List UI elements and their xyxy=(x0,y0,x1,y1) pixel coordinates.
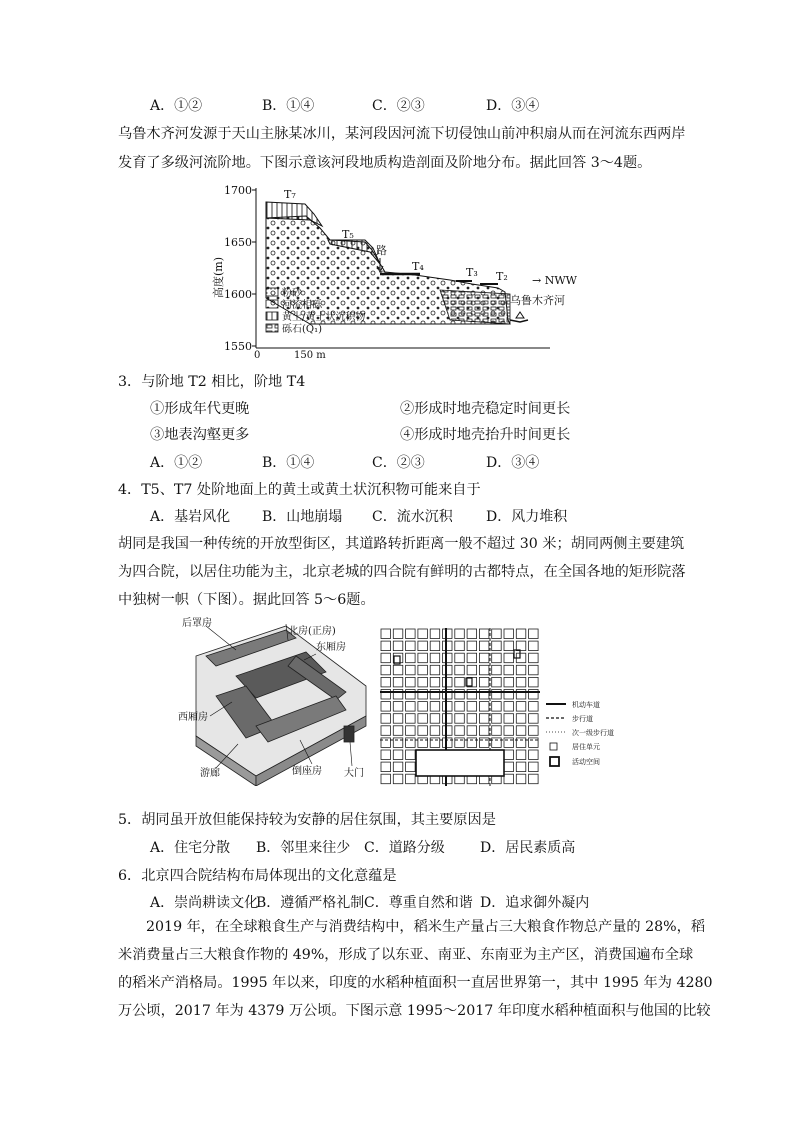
terrace-t2-label: T₂ xyxy=(496,270,508,283)
block-cell xyxy=(406,653,416,663)
block-cell xyxy=(443,690,453,700)
block-cell xyxy=(516,641,526,651)
block-cell xyxy=(479,702,489,712)
intro2-line-3: 中独树一帜（下图）。据此回答 5～6题。 xyxy=(118,592,375,608)
block-cell xyxy=(455,714,465,724)
q6-option-c: C．尊重自然和谐 xyxy=(364,895,473,911)
q3-stem: 3．与阶地 T2 相比，阶地 T4 xyxy=(118,374,306,390)
legend-footpath: 步行道 xyxy=(572,715,593,723)
block-cell xyxy=(529,750,539,760)
block-cell xyxy=(492,665,502,675)
y-tick-1700: 1700 xyxy=(224,184,252,197)
q3-statement-1: ①形成年代更晚 xyxy=(150,401,250,417)
block-cell xyxy=(393,762,403,772)
block-cell xyxy=(529,677,539,687)
block-cell xyxy=(529,653,539,663)
block-cell xyxy=(479,726,489,736)
block-cell xyxy=(467,690,477,700)
terrace-t3-label: T₃ xyxy=(466,266,478,279)
block-cell xyxy=(393,641,403,651)
block-cell xyxy=(393,714,403,724)
legend-loess: 黄土/黄土状沉积物 xyxy=(282,312,366,323)
block-cell xyxy=(406,738,416,748)
block-cell xyxy=(393,726,403,736)
block-cell xyxy=(393,653,403,663)
q3-option-b: B．①④ xyxy=(262,455,315,471)
block-cell xyxy=(516,726,526,736)
q3-statement-3: ③地表沟壑更多 xyxy=(150,427,250,443)
block-cell xyxy=(504,726,514,736)
block-cell xyxy=(430,641,440,651)
block-cell xyxy=(455,629,465,639)
block-cell xyxy=(479,714,489,724)
block-cell xyxy=(443,641,453,651)
terrace-t7-label: T₇ xyxy=(284,188,296,201)
block-cell xyxy=(443,653,453,663)
block-cell xyxy=(504,738,514,748)
road-label: 路 xyxy=(376,244,387,257)
block-cell xyxy=(455,641,465,651)
q4-option-c: C．流水沉积 xyxy=(372,509,453,525)
block-cell xyxy=(504,714,514,724)
q5-stem: 5．胡同虽开放但能保持较为安静的居住氛围，其主要原因是 xyxy=(118,812,496,828)
block-cell xyxy=(516,750,526,760)
block-cell xyxy=(516,774,526,784)
block-cell xyxy=(406,629,416,639)
siheyuan-figure xyxy=(176,616,376,786)
q4-option-b: B．山地崩塌 xyxy=(262,509,343,525)
block-cell xyxy=(418,653,428,663)
block-cell xyxy=(479,677,489,687)
q3-option-d: D．③④ xyxy=(486,455,540,471)
block-cell xyxy=(479,629,489,639)
intro3-line-4: 万公顷，2017 年为 4379 万公顷。下图示意 1995～2017 年印度水稻种植面积与他国的比较 xyxy=(118,1003,711,1019)
label-houzhaofang: 后罩房 xyxy=(182,618,212,629)
block-cell xyxy=(504,641,514,651)
q2-option-d: D．③④ xyxy=(486,98,540,114)
block-cell xyxy=(504,653,514,663)
block-cell xyxy=(467,641,477,651)
river-label: 乌鲁木齐河 xyxy=(510,294,565,307)
block-cell xyxy=(516,629,526,639)
block-cell xyxy=(529,629,539,639)
block-cell xyxy=(492,641,502,651)
y-tick-1550: 1550 xyxy=(224,340,252,353)
q4-stem: 4．T5、T7 处阶地面上的黄土或黄土状沉积物可能来自于 xyxy=(118,482,481,498)
y-axis-label: 高度(m) xyxy=(212,256,225,298)
legend-activity-space: 活动空间 xyxy=(572,758,600,766)
block-cell xyxy=(418,641,428,651)
label-youlang: 游廊 xyxy=(200,768,220,779)
block-cell xyxy=(492,726,502,736)
block-cell xyxy=(381,690,391,700)
block-cell xyxy=(504,762,514,772)
block-cell xyxy=(516,714,526,724)
terrace-profile-figure xyxy=(210,180,580,360)
block-cell xyxy=(393,774,403,784)
block-cell xyxy=(455,653,465,663)
intro3-line-3: 的稻米产消格局。1995 年以来，印度的水稻种植面积一直居世界第一，其中 1995 年为 4280 xyxy=(118,975,713,991)
legend-gravel: 河流相砾 xyxy=(282,300,322,311)
block-cell xyxy=(393,702,403,712)
block-cell xyxy=(504,665,514,675)
block-cell xyxy=(430,726,440,736)
terrace-t5-label: T₅ xyxy=(342,228,354,241)
q3-statement-4: ④形成时地壳抬升时间更长 xyxy=(400,427,571,443)
block-cell xyxy=(492,702,502,712)
block-cell xyxy=(443,702,453,712)
block-cell xyxy=(381,726,391,736)
block-cell xyxy=(529,714,539,724)
block-cell xyxy=(393,690,403,700)
block-cell xyxy=(516,690,526,700)
q5-option-d: D．居民素质高 xyxy=(480,840,576,856)
legend-silt: 粉砂 xyxy=(282,288,302,299)
block-cell xyxy=(516,677,526,687)
block-cell xyxy=(418,702,428,712)
block-cell xyxy=(467,738,477,748)
label-xixiangfang: 西厢房 xyxy=(178,712,208,723)
q2-option-a: A．①② xyxy=(150,98,203,114)
q3-statement-2: ②形成时地壳稳定时间更长 xyxy=(400,401,571,417)
block-cell xyxy=(516,665,526,675)
intro2-line-1: 胡同是我国一种传统的开放型街区，其道路转折距离一般不超过 30 米；胡同两侧主要建筑 xyxy=(118,536,685,552)
intro3-line-2: 米消费量占三大粮食作物的 49%，形成了以东亚、南亚、东南亚为主产区，消费国遍布全球 xyxy=(118,947,694,963)
block-cell xyxy=(479,690,489,700)
block-cell xyxy=(467,629,477,639)
block-cell xyxy=(406,714,416,724)
q3-option-c: C．②③ xyxy=(372,455,425,471)
block-cell xyxy=(381,653,391,663)
block-cell xyxy=(443,665,453,675)
q2-option-b: B．①④ xyxy=(262,98,315,114)
block-cell xyxy=(430,702,440,712)
q6-stem: 6．北京四合院结构布局体现出的文化意蕴是 xyxy=(118,868,397,884)
block-cell xyxy=(418,714,428,724)
block-cell xyxy=(467,702,477,712)
intro1-line-2: 发育了多级河流阶地。下图示意该河段地质构造剖面及阶地分布。据此回答 3～4题。 xyxy=(118,155,652,171)
block-cell xyxy=(492,738,502,748)
block-cell xyxy=(443,714,453,724)
q6-option-b: B．遵循严格礼制 xyxy=(256,895,365,911)
x-tick-150m: 150 m xyxy=(294,350,326,360)
block-cell xyxy=(479,653,489,663)
block-cell xyxy=(430,738,440,748)
q2-option-c: C．②③ xyxy=(372,98,425,114)
block-cell xyxy=(516,762,526,772)
block-cell xyxy=(467,653,477,663)
block-cell xyxy=(529,774,539,784)
label-beifang: 北房(正房) xyxy=(288,626,336,637)
legend-loess-swatch xyxy=(266,312,278,320)
block-cell xyxy=(529,738,539,748)
x-tick-0: 0 xyxy=(254,350,261,360)
block-cell xyxy=(393,677,403,687)
block-cell xyxy=(418,738,428,748)
block-cell xyxy=(406,750,416,760)
label-dongxiangfang: 东厢房 xyxy=(316,642,346,653)
label-daozuofang: 倒座房 xyxy=(292,766,322,777)
block-cell xyxy=(492,714,502,724)
block-cell xyxy=(455,690,465,700)
block-cell xyxy=(381,702,391,712)
label-damen: 大门 xyxy=(344,768,364,779)
q5-option-a: A．住宅分散 xyxy=(150,840,231,856)
legend-gravel-swatch xyxy=(266,300,278,308)
block-cell xyxy=(529,726,539,736)
block-cell xyxy=(393,665,403,675)
legend-silt-swatch xyxy=(266,288,278,296)
q5-option-b: B．邻里来往少 xyxy=(256,840,351,856)
block-cell xyxy=(406,641,416,651)
block-cell xyxy=(467,714,477,724)
block-cell xyxy=(381,714,391,724)
block-cell xyxy=(406,690,416,700)
q6-option-a: A．崇尚耕读文化 xyxy=(150,895,259,911)
block-cell xyxy=(381,750,391,760)
block-cell xyxy=(529,762,539,772)
block-cell xyxy=(504,702,514,712)
block-cell xyxy=(479,641,489,651)
block-cell xyxy=(504,774,514,784)
block-cell xyxy=(492,690,502,700)
block-cell xyxy=(443,677,453,687)
block-cell xyxy=(393,738,403,748)
block-cell xyxy=(467,665,477,675)
block-cell xyxy=(430,677,440,687)
block-cell xyxy=(529,641,539,651)
block-cell xyxy=(455,702,465,712)
block-cell xyxy=(430,690,440,700)
y-tick-1600: 1600 xyxy=(224,288,252,301)
block-cell xyxy=(529,690,539,700)
activity-space xyxy=(416,750,504,776)
intro2-line-2: 为四合院，以居住功能为主，北京老城的四合院有鲜明的古都特点，在全国各地的矩形院落 xyxy=(118,564,686,580)
block-cell xyxy=(430,665,440,675)
block-cell xyxy=(406,774,416,784)
intro3-line-1: 2019 年，在全球粮食生产与消费结构中，稻米生产量占三大粮食作物总产量的 28%，稻 xyxy=(146,919,706,935)
block-cell xyxy=(381,762,391,772)
block-cell xyxy=(393,629,403,639)
q4-option-d: D．风力堆积 xyxy=(486,509,568,525)
block-cell xyxy=(406,726,416,736)
block-cell xyxy=(467,726,477,736)
block-cell xyxy=(406,677,416,687)
block-cell xyxy=(430,714,440,724)
q6-option-d: D．追求御外凝内 xyxy=(480,895,590,911)
block-cell xyxy=(381,738,391,748)
block-cell xyxy=(516,738,526,748)
block-cell xyxy=(418,629,428,639)
block-cell xyxy=(418,690,428,700)
block-cell xyxy=(504,690,514,700)
river-marker-icon xyxy=(516,312,524,318)
legend-q1: 砾石(Q₁) xyxy=(282,324,323,335)
block-cell xyxy=(492,653,502,663)
block-cell xyxy=(418,665,428,675)
block-cell xyxy=(443,726,453,736)
intro1-line-1: 乌鲁木齐河发源于天山主脉某冰川，某河段因河流下切侵蚀山前冲积扇从而在河流东西两岸 xyxy=(118,126,686,142)
block-cell xyxy=(529,702,539,712)
block-cell xyxy=(418,677,428,687)
block-cell xyxy=(479,665,489,675)
block-cell xyxy=(406,702,416,712)
q3-option-a: A．①② xyxy=(150,455,203,471)
direction-label: → NWW xyxy=(532,274,577,287)
block-cell xyxy=(418,726,428,736)
block-cell xyxy=(430,629,440,639)
block-cell xyxy=(455,665,465,675)
block-cell xyxy=(443,738,453,748)
legend-residential-unit: 居住单元 xyxy=(572,743,600,751)
block-cell xyxy=(455,738,465,748)
block-cell xyxy=(381,641,391,651)
block-cell xyxy=(443,629,453,639)
q4-option-a: A．基岩风化 xyxy=(150,509,231,525)
legend-motor-road: 机动车道 xyxy=(572,701,600,709)
block-cell xyxy=(406,762,416,772)
block-cell xyxy=(529,665,539,675)
block-cell xyxy=(381,629,391,639)
block-cell xyxy=(406,665,416,675)
block-cell xyxy=(492,677,502,687)
block-cell xyxy=(430,653,440,663)
block-cell xyxy=(393,750,403,760)
block-cell xyxy=(516,702,526,712)
hutong-grid-figure xyxy=(380,628,640,786)
block-cell xyxy=(381,774,391,784)
block-cell xyxy=(479,738,489,748)
block-cell xyxy=(504,750,514,760)
block-cell xyxy=(504,629,514,639)
y-tick-1650: 1650 xyxy=(224,236,252,249)
q1-layer xyxy=(440,290,510,324)
block-cell xyxy=(381,665,391,675)
q5-option-c: C．道路分级 xyxy=(364,840,445,856)
legend-minor-footpath: 次一级步行道 xyxy=(572,729,614,737)
block-cell xyxy=(492,629,502,639)
block-cell xyxy=(455,726,465,736)
block-cell xyxy=(504,677,514,687)
block-cell xyxy=(381,677,391,687)
terrace-t4-label: T₄ xyxy=(412,260,424,273)
legend-q1-swatch xyxy=(266,324,278,332)
block-cell xyxy=(455,677,465,687)
